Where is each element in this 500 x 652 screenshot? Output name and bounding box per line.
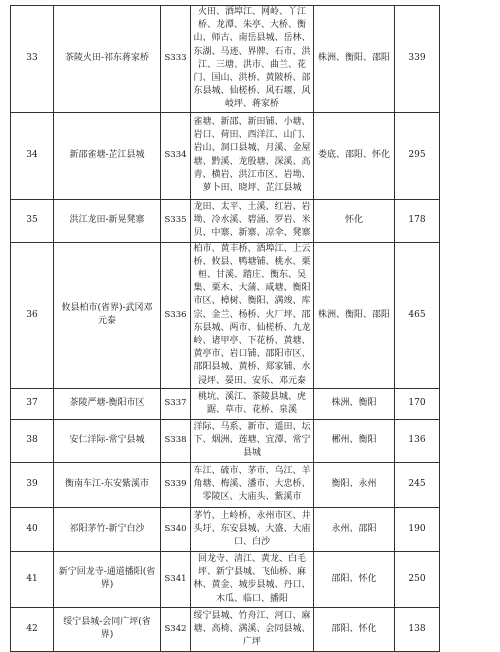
route-places: 火田、酒埠江、网岭、丫江桥、龙潭、朱亭、大桥、衡山、师古、南岳县城、岳林、东湖、马迹、界牌、石市、洪江、三塘、洪市、曲兰、花门、国山、洪桥、黄陂桥、部东县城、仙槎桥、风石堰、风岐坪、蒋家桥 — [191, 6, 314, 113]
road-length: 465 — [395, 242, 440, 388]
road-code: S333 — [161, 6, 191, 113]
route-places: 柏市、黄丰桥、酒埠江、上云桥、攸县、鸭塘铺、桃水、栗桓、甘溪、踏庄、衡东、吴集、栗木、大蒲、咸塘、衡阳市区、樟树、衡阳、满竣、库宗、金兰、杨桥、火厂坪、邵东县城、两市、仙槎桥、九龙岭、诸甲亭、下花桥、黄塘、黄亭市、岩口铺、邵阳市区、邵阳县城、黄桥、郑家铺、水浸坪、晏田、安乐、邓元泰 — [191, 242, 314, 388]
cities: 娄底、邵阳、怀化 — [314, 112, 395, 199]
route-places: 桃坑、溪江、茶陵县城、虎踞、草市、花桥、泉溪 — [191, 388, 314, 419]
road-code: S334 — [161, 112, 191, 199]
cities: 株洲、衡阳 — [314, 388, 395, 419]
road-length: 178 — [395, 199, 440, 242]
route-places: 回龙寺、清江、黄龙、白毛坪、新宁县城、飞仙桥、麻林、黄金、城步县城、丹口、木瓜、临口、播阳 — [191, 551, 314, 607]
road-name: 新邵雀塘-芷江县城 — [54, 112, 161, 199]
road-length: 190 — [395, 507, 440, 551]
row-number: 38 — [11, 419, 54, 462]
row-number: 41 — [11, 551, 54, 607]
row-number: 34 — [11, 112, 54, 199]
route-places: 车江、硫市、茅市、乌江、羊角塘、梅溪、潘市、大忠桥、零陵区、大庙头、紫溪市 — [191, 462, 314, 507]
road-name: 茶陵火田-祁东蒋家桥 — [54, 6, 161, 113]
table-row — [11, 462, 440, 507]
road-code: S340 — [161, 507, 191, 551]
road-length: 170 — [395, 388, 440, 419]
road-length: 250 — [395, 551, 440, 607]
cities: 怀化 — [314, 199, 395, 242]
road-table — [10, 5, 440, 652]
row-number: 39 — [11, 462, 54, 507]
road-name: 祁阳茅竹-新宁白沙 — [54, 507, 161, 551]
route-places: 龙田、太平、土溪、红岩、岩坳、冷水溪、碧涌、罗岩、米贝、中寨、新寨、凉伞、凳寨 — [191, 199, 314, 242]
route-places: 雀塘、新邵、新田铺、小塘、岩口、荷田、西洋江、山门、岩山、洞口县城、月溪、金屋塘、黔溪、龙殷塘、深溪、高青、横岩、洪江市区、岩坳、萝卜田、晓坪、芷江县城 — [191, 112, 314, 199]
route-places: 洋际、马系、新市、遥田、坛下、烟洲、莲塘、宜潭、常宁县城 — [191, 419, 314, 462]
road-length: 138 — [395, 607, 440, 651]
road-code: S341 — [161, 551, 191, 607]
road-code: S339 — [161, 462, 191, 507]
road-length: 136 — [395, 419, 440, 462]
road-length: 245 — [395, 462, 440, 507]
cities: 株洲、衡阳、邵阳 — [314, 6, 395, 113]
road-name: 安仁洋际-常宁县城 — [54, 419, 161, 462]
road-code: S335 — [161, 199, 191, 242]
road-length: 339 — [395, 6, 440, 113]
table-row — [11, 551, 440, 607]
row-number: 36 — [11, 242, 54, 388]
table-row — [11, 419, 440, 462]
road-name: 绥宁县城-会同广坪(省界) — [54, 607, 161, 651]
table-row — [11, 607, 440, 651]
road-code: S336 — [161, 242, 191, 388]
row-number: 37 — [11, 388, 54, 419]
table-row — [11, 507, 440, 551]
cities: 郴州、衡阳 — [314, 419, 395, 462]
table-row — [11, 242, 440, 388]
table-row — [11, 199, 440, 242]
road-code: S342 — [161, 607, 191, 651]
road-length: 295 — [395, 112, 440, 199]
row-number: 42 — [11, 607, 54, 651]
table-row — [11, 388, 440, 419]
row-number: 33 — [11, 6, 54, 113]
cities: 邵阳、怀化 — [314, 551, 395, 607]
cities: 株洲、衡阳、邵阳 — [314, 242, 395, 388]
table-row — [11, 6, 440, 113]
road-name: 攸县柏市(省界)-武冈邓元泰 — [54, 242, 161, 388]
row-number: 40 — [11, 507, 54, 551]
road-code: S338 — [161, 419, 191, 462]
road-code: S337 — [161, 388, 191, 419]
road-name: 新宁回龙寺-通道播阳(省界) — [54, 551, 161, 607]
cities: 衡阳、永州 — [314, 462, 395, 507]
road-name: 茶陵严塘-衡阳市区 — [54, 388, 161, 419]
cities: 永州、邵阳 — [314, 507, 395, 551]
road-name: 洪江龙田-新晃凳寨 — [54, 199, 161, 242]
row-number: 35 — [11, 199, 54, 242]
road-name: 衡南车江-东安紫溪市 — [54, 462, 161, 507]
cities: 邵阳、怀化 — [314, 607, 395, 651]
table-row — [11, 112, 440, 199]
route-places: 茅竹、上岭桥、永州市区、井头圩、东安县城、大盛、大庙口、白沙 — [191, 507, 314, 551]
route-places: 绥宁县城、竹舟江、河口、麻塘、高椅、满溪、会同县城、广坪 — [191, 607, 314, 651]
